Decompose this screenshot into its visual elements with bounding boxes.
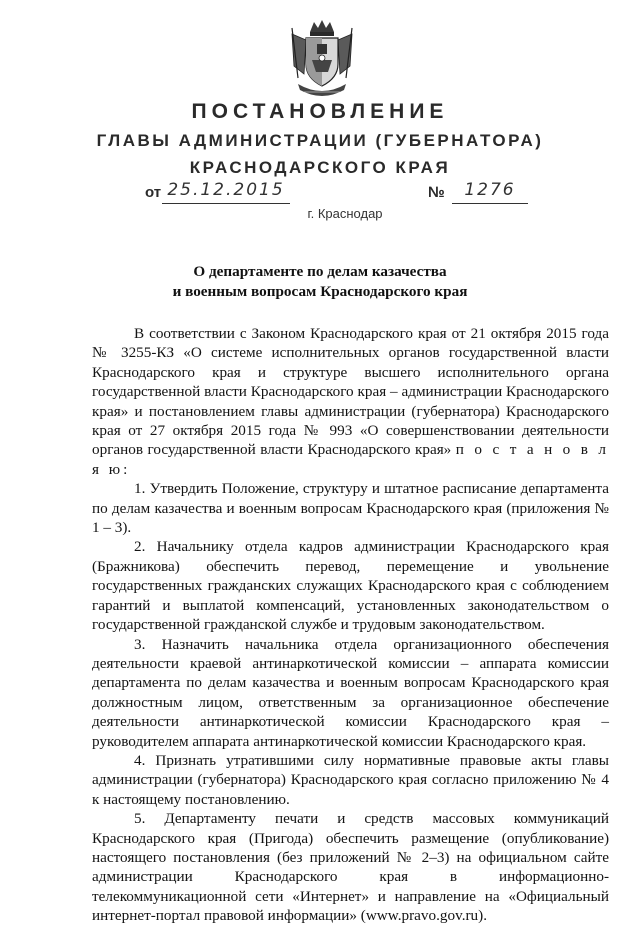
- region-heading: КРАСНОДАРСКОГО КРАЯ: [189, 158, 451, 177]
- date-prefix: от: [145, 184, 162, 201]
- item-paragraph: 2. Начальнику отдела кадров администрации Краснодарского края (Бражникова) обеспечить перевод, перемещение и увольнение государственных гражданских служащих Краснодарского края с соблюдением гарантий и выплатой компенсаций, установленных законодательством о государственной гражданской службе и трудовым законодательством.: [92, 538, 609, 634]
- preamble-text: В соответствии с Законом Краснодарского края от 21 октября 2015 года № 3255-КЗ «О системе исполнительных органов государственной власти Краснодарского края и структуре высшего исполнительного органа государственной власти Краснодарского края – администрации Краснодарского края» и постановлением главы администрации (губернатора) Краснодарского края от 27 октября 2015 года № 993 «О совершенствовании деятельности органов государственной власти Краснодарского края»: [92, 325, 609, 459]
- number-underline: [452, 203, 528, 204]
- item-paragraph: 4. Признать утратившими силу нормативные правовые акты главы администрации (губернатора) Краснодарского края согласно приложению № 4 к настоящему постановлению.: [92, 751, 609, 808]
- document-number: 1276: [464, 180, 516, 200]
- preamble-paragraph: [92, 324, 609, 479]
- document-title-line-1: О департаменте по делам казачества: [193, 263, 447, 280]
- item-paragraph: 5. Департаменту печати и средств массовых коммуникаций Краснодарского края (Пригода) обеспечить размещение (опубликование) настоящего постановления (без приложений № 2–3) на официальном сайте администрации Краснодарского края в информационно-телекоммуникационной сети «Интернет» и направление на «Официальный интернет-портал правовой информации» (www.pravo.gov.ru).: [92, 810, 609, 925]
- document-type-heading: ПОСТАНОВЛЕНИЕ: [191, 100, 449, 123]
- item-paragraph: 1. Утвердить Положение, структуру и штатное расписание департамента по делам казачества и военным вопросам Краснодарского края (приложения № 1 – 3).: [92, 480, 609, 537]
- document-title-line-2: и военным вопросам Краснодарского края: [172, 283, 468, 300]
- decree-word: п о с т а н о в л я ю:: [92, 441, 610, 478]
- issuer-heading: ГЛАВЫ АДМИНИСТРАЦИИ (ГУБЕРНАТОРА): [96, 131, 544, 150]
- item-paragraph: 3. Назначить начальника отдела организационного обеспечения деятельности краевой антинаркотической комиссии – аппарата комиссии департамента по делам казачества и военным вопросам Краснодарского края должностным лицом, ответственным за организационное обеспечение деятельности антинаркотической комиссии Краснодарского края – руководителем аппарата антинаркотической комиссии Краснодарского края.: [92, 635, 609, 750]
- city-label: г. Краснодар: [307, 206, 383, 221]
- document-date: 25.12.2015: [167, 180, 285, 200]
- document-body: [92, 324, 609, 926]
- number-prefix: №: [428, 184, 445, 201]
- coat-of-arms-emblem: [288, 18, 356, 98]
- date-underline: [162, 203, 290, 204]
